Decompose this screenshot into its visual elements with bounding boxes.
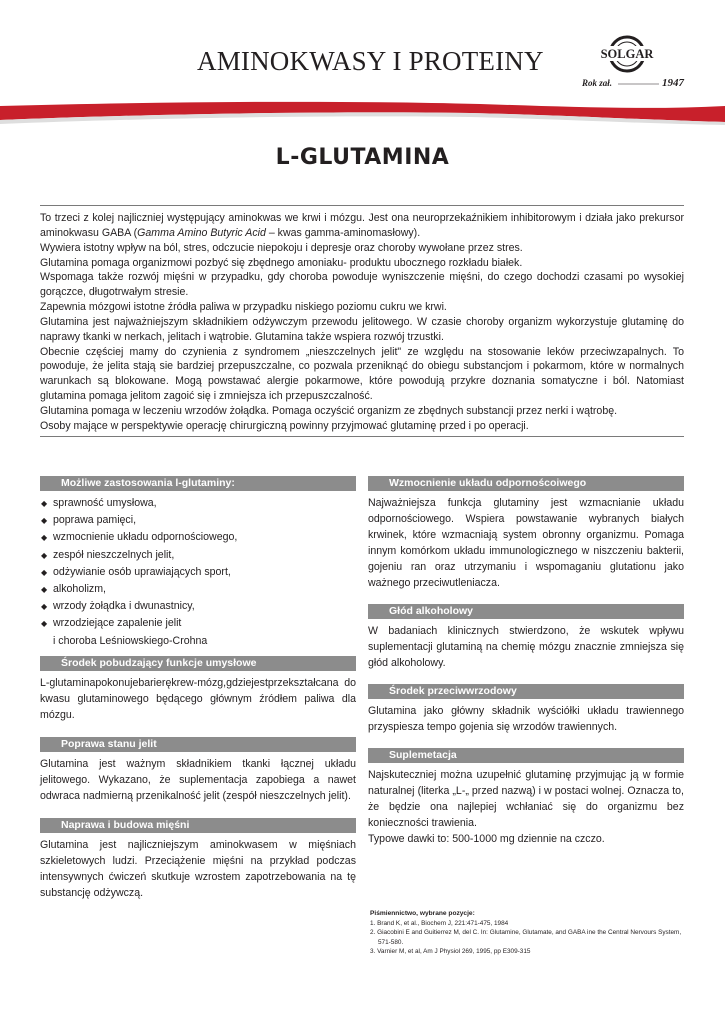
list-item: ◆ zespół nieszczelnych jelit, [40,547,356,564]
intro-paragraph: Wspomaga także rozwój mięśni w przypadku, gdy choroba powoduje wyniszczenie mięśni, do czego dochodzi czasami po wysokiej gorączce, długotrwałym stresie. [40,271,684,299]
list-item: ◆ alkoholizm, [40,581,356,598]
intro-paragraph: Glutamina jest najważniejszym składnikiem odżywczym przewodu jelitowego. W czasie choroby organizm wykorzystuje glutaminę do naprawy tkanki w nerkach, jelitach i wątrobie. Glutamina także wspiera rozwój trzustki. [40,315,684,343]
intro-paragraph: Obecnie częściej mamy do czynienia z syndromem „nieszczelnych jelit" ze względu na stosowanie leków przeciwzapalnych. To powoduje, że jelita stają sie bardziej przepuszczalne, co pozwala przeniknąć do obiegu substancjom i pokarmom, które w normalnych warunkach są blokowane. Mogą powstawać alergie pokarmowe, które powodują przykre doznania somatyczne i ból. Natomiast glutamina pomaga jelitom zagoić się i zmniejsza ich przepuszczalność. [40,345,684,403]
list-item: ◆ poprawa pamięci, [40,512,356,529]
list-item: ◆ wzmocnienie układu odpornościowego, [40,529,356,546]
section-heading-applications: Możliwe zastosowania l-glutaminy: [40,476,356,491]
section-heading-immunity: Wzmocnienie układu odpornoścoiwego [368,476,684,491]
section-heading-muscle: Naprawa i budowa mięśni [40,818,356,833]
section-heading-ulcer: Środek przeciwwrzodowy [368,684,684,699]
applications-list [40,495,356,650]
list-item: ◆ sprawność umysłowa, [40,495,356,512]
dose-text: Typowe dawki to: 500-1000 mg dziennie na czczo. [368,833,605,845]
references-list [370,919,684,957]
section-heading-supplement: Suplemetacja [368,748,684,763]
section-text-supplement: Najskuteczniej można uzupełnić glutaminę przyjmując ją w formie naturalnej (literka „L-„ przed nazwą) i w postaci wolnej. Oznacza to, że będzie ona najlepiej wchłaniać się do organizmu bez konieczności trawienia. [368,769,684,829]
left-column [40,476,356,901]
section-text-immunity: Najważniejsza funkcja glutaminy jest wzmacnianie układu odpornościowego. Wspiera powstawanie wybranych białych krwinek, które wzmacniają system obronny organizmu. Pomaga innym komórkom układu immunologicznego w niszczeniu bakterii, gojeniu ran oraz utrzymaniu i wspomaganiu glutationu jako ważnego przeciwutleniacza. [368,497,684,589]
references [370,909,684,957]
intro-text [40,211,684,434]
list-item: ◆ odżywianie osób uprawiających sport, [40,564,356,581]
section-text-ulcer: Glutamina jako główny składnik wyściółki układu trawiennego przyspiesza tempo gojenia się wrzodów trawiennych. [368,705,684,733]
section-heading-brain: Środek pobudzający funkcje umysłowe [40,656,356,671]
page-title: L-GLUTAMINA [275,145,450,170]
intro-paragraph: Osoby mające w perspektywie operację chirurgiczną powinny przyjmować glutaminę przed i po operacji. [40,419,529,432]
reference-item: 1. Brand K, et al., Biochem J, 221:471-475, 1984 [370,919,509,927]
logo-brand: SOLGAR [600,47,654,61]
solgar-logo [580,28,710,100]
bottom-divider [40,436,684,437]
references-title: Piśmiennictwo, wybrane pozycje: [370,910,475,917]
section-heading-gut: Poprawa stanu jelit [40,737,356,752]
header-banner [0,98,725,128]
section-text-brain: L-glutaminapokonujebarierękrew-mózg,gdziejestprzekształcana do kwasu glutaminowego będącego głównym źródłem paliwa dla mózgu. [40,676,356,721]
section-heading-alcohol: Głód alkoholowy [368,604,684,619]
list-item: ◆ wrzodziejące zapalenie jelit i choroba Leśniowskiego-Crohna [40,615,356,649]
reference-item: 3. Varnier M, et al, Am J Physiol 269, 1995, pp E309-315 [370,948,531,955]
section-text-gut: Glutamina jest ważnym składnikiem tkanki łącznej układu jelitowego. Wykazano, że suplementacja zapobiega a nawet odwraca nadmierną przenikalność jelit (zespół nieszczelnych jelit). [40,757,356,802]
intro-paragraph: Glutamina pomaga organizmowi pozbyć się zbędnego amoniaku- produktu ubocznego rozkładu białek. [40,256,523,269]
logo-year: 1947 [662,77,684,89]
intro-paragraph: Zapewnia mózgowi istotne źródła paliwa w przypadku niskiego poziomu cukru we krwi. [40,301,447,314]
section-text-muscle: Glutamina jest najliczniejszym aminokwasem w mięśniach szkieletowych ludzi. Przeciążenie mięśni na przykład podczas intensywnych ćwiczeń skutkuje wzrostem zapotrzebowania na tę substancję odżywczą. [40,838,356,899]
header-title: AMINOKWASY I PROTEINY [197,46,544,76]
list-item-continuation: i choroba Leśniowskiego-Crohna [53,634,208,647]
intro-paragraph: Wywiera istotny wpływ na ból, stres, odczucie niepokoju i depresje oraz choroby wywołane przez stres. [40,241,523,254]
reference-item: 2. Giacobini E and Guitierrez M, del C. In: Glutamine, Glutamate, and GABA ine the Central Nervours System, 571-580. [370,929,682,946]
right-column [368,476,684,847]
list-item: ◆ wrzody żołądka i dwunastnicy, [40,598,356,615]
intro-paragraph: To trzeci z kolej najliczniej występujący aminokwas we krwi i mózgu. Jest ona neuroprzekaźnikiem inhibitorowym i działa jako prekursor aminokwasu GABA (Gamma Amino Butyric Acid – kwas gamma-aminomasłowy). [40,212,684,239]
logo-tagline: Rok zał. [582,78,613,88]
intro-paragraph: Glutamina pomaga w leczeniu wrzodów żołądka. Pomaga oczyścić organizm ze zbędnych substancji przez nerki i wątrobę. [40,404,618,417]
section-text-alcohol: W badaniach klinicznych stwierdzono, że wskutek wpływu suplementacji glutaminą na chemię mózgu znacznie zmniejsza się głód alkoholowy. [368,625,684,669]
top-divider [40,205,684,206]
